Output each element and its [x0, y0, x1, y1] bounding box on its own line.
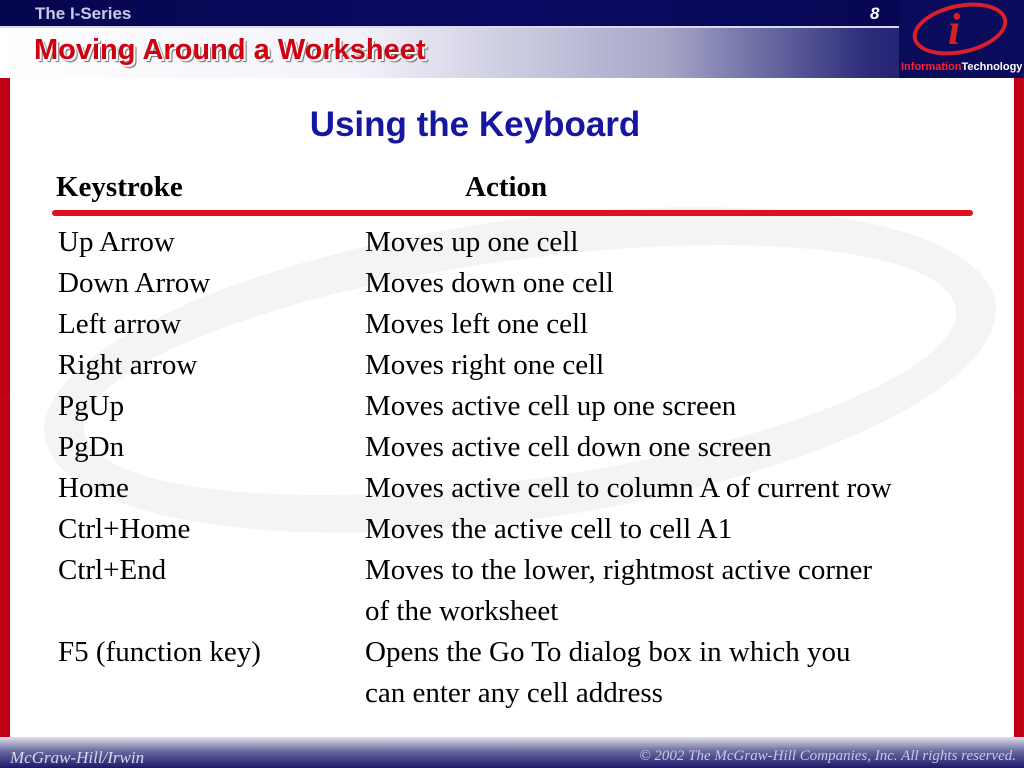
- table-row: [58, 632, 998, 673]
- action-cell: of the worksheet: [365, 595, 559, 627]
- action-cell: Moves active cell to column A of current row: [365, 472, 892, 504]
- action-cell: Moves active cell up one screen: [365, 390, 737, 422]
- logo-word-information: Information: [901, 61, 962, 73]
- action-cell: Moves up one cell: [365, 226, 579, 258]
- table-row: [58, 591, 998, 632]
- footer-copyright: © 2002 The McGraw-Hill Companies, Inc. All rights reserved.: [639, 748, 1016, 764]
- table-row: [58, 550, 998, 591]
- keystroke-cell: Down Arrow: [58, 267, 211, 299]
- keystroke-cell: Up Arrow: [58, 226, 175, 258]
- table-row: [58, 386, 998, 427]
- column-header-keystroke: Keystroke: [56, 171, 183, 203]
- keystroke-cell: Left arrow: [58, 308, 182, 340]
- slide-subtitle: Using the Keyboard: [309, 105, 641, 144]
- header-rule: [52, 210, 973, 216]
- logo-wordmark: [901, 61, 1022, 73]
- logo-word-technology: Technology: [961, 61, 1023, 73]
- action-cell: Moves down one cell: [365, 267, 614, 299]
- action-cell: Moves left one cell: [365, 308, 589, 340]
- action-cell: Moves the active cell to cell A1: [365, 513, 733, 545]
- keystroke-cell: Home: [58, 472, 129, 504]
- keystroke-cell: F5 (function key): [58, 636, 261, 668]
- series-label: The I-Series: [35, 4, 132, 23]
- column-header-action: Action: [465, 171, 548, 203]
- table-row: [58, 222, 998, 263]
- right-edge-mark: [1014, 398, 1024, 400]
- keystroke-cell: PgDn: [58, 431, 125, 463]
- logo-i-mark: i: [948, 5, 961, 54]
- information-technology-logo: [899, 0, 1024, 78]
- page-number: 8: [870, 4, 880, 23]
- table-row: [58, 263, 998, 304]
- table-row: [58, 468, 998, 509]
- table-row: [58, 345, 998, 386]
- action-cell: Moves active cell down one screen: [365, 431, 772, 463]
- keystroke-cell: [58, 591, 365, 632]
- footer-publisher: McGraw-Hill/Irwin: [10, 748, 145, 767]
- keystroke-cell: PgUp: [58, 390, 125, 422]
- slide-header-title: Moving Around a Worksheet: [34, 34, 426, 66]
- keystroke-cell: Ctrl+Home: [58, 513, 191, 545]
- table-row: [58, 673, 998, 714]
- table-row: [58, 509, 998, 550]
- action-cell: Moves to the lower, rightmost active corner: [365, 554, 873, 586]
- header-divider: [0, 26, 1024, 28]
- keystroke-cell: Right arrow: [58, 349, 198, 381]
- left-edge-mark: [0, 398, 10, 400]
- keystroke-cell: Ctrl+End: [58, 554, 167, 586]
- action-cell: Opens the Go To dialog box in which you: [365, 636, 851, 668]
- action-cell: Moves right one cell: [365, 349, 605, 381]
- table-row: [58, 304, 998, 345]
- frame-right-border: [1014, 0, 1024, 768]
- keystroke-table: [58, 222, 998, 714]
- keystroke-cell: [58, 673, 365, 714]
- action-cell: can enter any cell address: [365, 677, 663, 709]
- table-row: [58, 427, 998, 468]
